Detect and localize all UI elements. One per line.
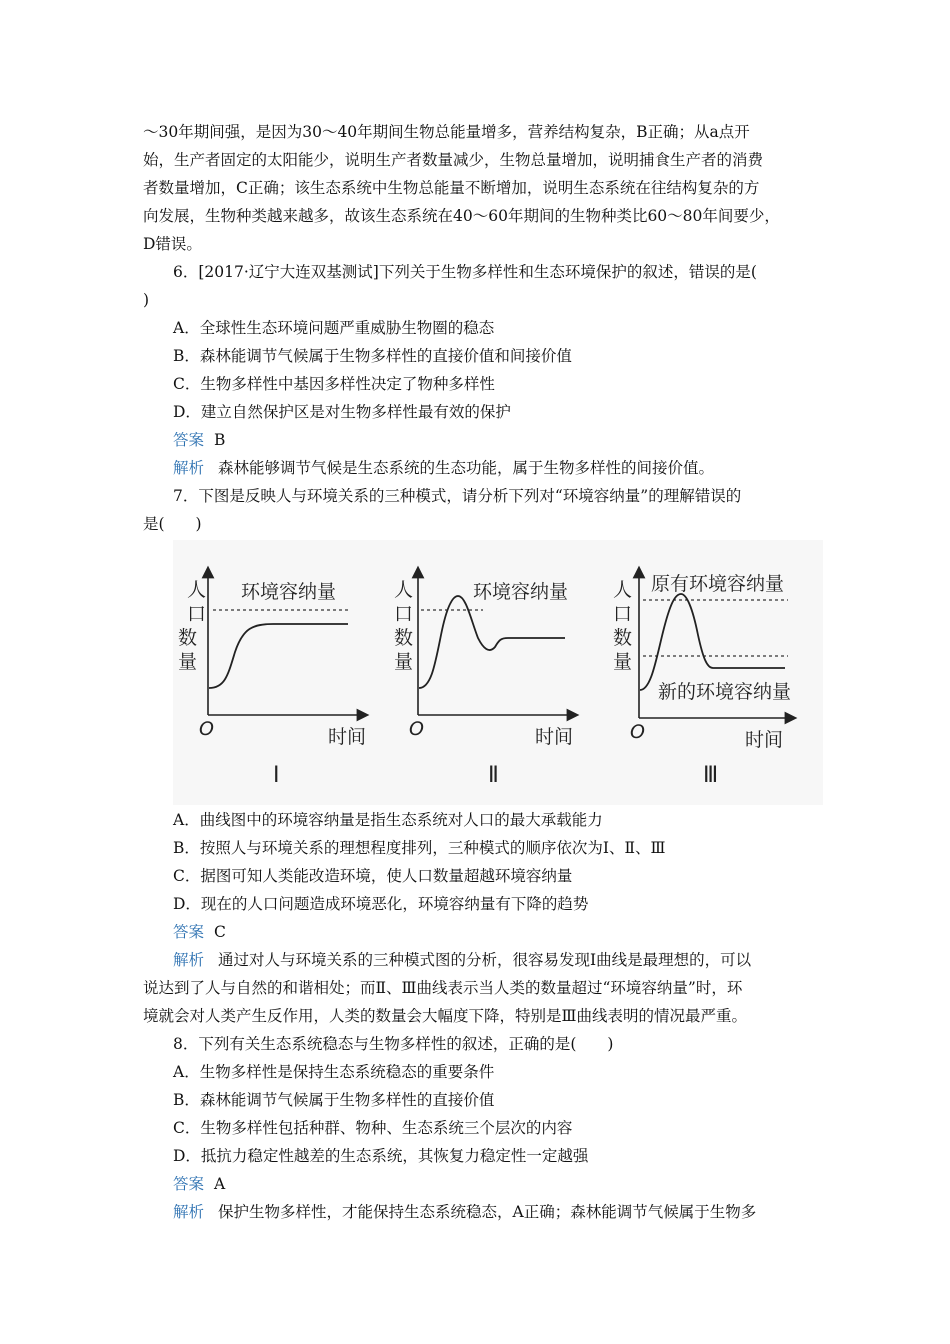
figure-svg	[173, 540, 823, 805]
q6-stem: 6．[2017·辽宁大连双基测试]下列关于生物多样性和生态环境保护的叙述，错误的是(	[173, 263, 757, 281]
panel-2-ylabel-4: 量	[394, 651, 414, 673]
panel-3-ylabel-1: 人	[613, 579, 633, 601]
panel-3-ylabel-4: 量	[613, 651, 633, 673]
analysis-label: 解析	[173, 1203, 205, 1221]
q7-stem: 7．下图是反映人与环境关系的三种模式，请分析下列对“环境容纳量”的理解错误的	[173, 487, 742, 505]
q8-stem: 8．下列有关生态系统稳态与生物多样性的叙述，正确的是( )	[173, 1035, 614, 1053]
panel-1-ylabel-2: 口	[187, 603, 207, 625]
q7-option-b: B．按照人与环境关系的理想程度排列，三种模式的顺序依次为Ⅰ、Ⅱ、Ⅲ	[173, 839, 666, 857]
panel-3-origin: O	[630, 721, 645, 743]
q8-answer	[173, 1173, 853, 1195]
q6-stem-end: )	[143, 291, 150, 309]
continuation-line-4: 向发展，生物种类越来越多，故该生态系统在40～60年期间的生物种类比60～80年间要少，	[143, 207, 780, 225]
panel-3-curve	[640, 594, 785, 690]
continuation-line-2: 始，生产者固定的太阳能少，说明生产者数量减少，生物总量增加，说明捕食生产者的消费	[143, 151, 764, 169]
panel-1	[178, 572, 366, 788]
q6-option-d: D．建立自然保护区是对生物多样性最有效的保护	[173, 403, 511, 421]
q6-option-c: C．生物多样性中基因多样性决定了物种多样性	[173, 375, 495, 393]
q7-stem-end: 是( )	[143, 515, 202, 533]
q8-option-c: C．生物多样性包括种群、物种、生态系统三个层次的内容	[173, 1119, 573, 1137]
q7-answer	[173, 921, 853, 943]
panel-3-roman: Ⅲ	[703, 763, 719, 788]
answer-value: C	[214, 923, 226, 941]
q6-answer	[173, 429, 853, 451]
panel-2-ylabel-1: 人	[394, 579, 414, 601]
panel-2-xlabel: 时间	[535, 726, 574, 748]
answer-label: 答案	[173, 923, 205, 941]
panel-2-capacity-label: 环境容纳量	[473, 581, 569, 603]
panel-3	[613, 572, 791, 788]
panel-1-capacity-label: 环境容纳量	[241, 581, 337, 603]
panel-1-origin: O	[199, 718, 214, 740]
continuation-line-5: D错误。	[143, 235, 202, 253]
panel-1-xlabel: 时间	[328, 726, 367, 748]
q8-option-a: A．生物多样性是保持生态系统稳态的重要条件	[173, 1063, 495, 1081]
q6-option-a: A．全球性生态环境问题严重威胁生物圈的稳态	[173, 319, 495, 337]
continuation-line-1: ～30年期间强，是因为30～40年期间生物总能量增多，营养结构复杂，B正确；从a点开	[143, 123, 750, 141]
q7-analysis-line-3: 境就会对人类产生反作用，人类的数量会大幅度下降，特别是Ⅲ曲线表明的情况最严重。	[143, 1007, 747, 1025]
panel-1-ylabel-1: 人	[187, 579, 207, 601]
answer-value: B	[214, 431, 226, 449]
panel-2-roman: Ⅱ	[488, 763, 499, 788]
panel-2-ylabel-3: 数	[394, 627, 414, 649]
q8-option-b: B．森林能调节气候属于生物多样性的直接价值	[173, 1091, 495, 1109]
answer-label: 答案	[173, 1175, 205, 1193]
panel-3-ylabel-2: 口	[613, 603, 633, 625]
answer-value: A	[214, 1175, 226, 1193]
analysis-label: 解析	[173, 459, 205, 477]
analysis-text: 森林能够调节气候是生态系统的生态功能，属于生物多样性的间接价值。	[218, 459, 715, 477]
q8-analysis	[173, 1201, 853, 1223]
q8-option-d: D．抵抗力稳定性越差的生态系统，其恢复力稳定性一定越强	[173, 1147, 589, 1165]
panel-2-origin: O	[409, 718, 424, 740]
panel-1-ylabel-3: 数	[178, 627, 198, 649]
panel-1-curve	[209, 624, 348, 688]
answer-label: 答案	[173, 431, 205, 449]
panel-3-ylabel-3: 数	[613, 627, 633, 649]
q7-analysis-line-1	[173, 949, 853, 971]
panel-1-ylabel-4: 量	[178, 651, 198, 673]
analysis-text: 通过对人与环境关系的三种模式图的分析，很容易发现Ⅰ曲线是最理想的，可以	[218, 951, 752, 969]
continuation-line-3: 者数量增加，C正确；该生态系统中生物总能量不断增加，说明生态系统在往结构复杂的方	[143, 179, 760, 197]
q6-analysis	[173, 457, 853, 479]
panel-3-xlabel: 时间	[745, 729, 784, 751]
panel-2	[394, 572, 573, 788]
panel-2-ylabel-2: 口	[394, 603, 414, 625]
population-capacity-figure	[173, 540, 823, 805]
panel-3-original-capacity-label: 原有环境容纳量	[651, 573, 785, 595]
analysis-label: 解析	[173, 951, 205, 969]
q7-option-d: D．现在的人口问题造成环境恶化，环境容纳量有下降的趋势	[173, 895, 589, 913]
panel-3-new-capacity-label: 新的环境容纳量	[658, 681, 792, 703]
q7-option-c: C．据图可知人类能改造环境，使人口数量超越环境容纳量	[173, 867, 573, 885]
q7-option-a: A．曲线图中的环境容纳量是指生态系统对人口的最大承载能力	[173, 811, 603, 829]
q7-analysis-line-2: 说达到了人与自然的和谐相处；而Ⅱ、Ⅲ曲线表示当人类的数量超过“环境容纳量”时，环	[143, 979, 743, 997]
panel-1-roman: Ⅰ	[273, 763, 280, 788]
analysis-text: 保护生物多样性，才能保持生态系统稳态，A正确；森林能调节气候属于生物多	[218, 1203, 757, 1221]
q6-option-b: B．森林能调节气候属于生物多样性的直接价值和间接价值	[173, 347, 572, 365]
